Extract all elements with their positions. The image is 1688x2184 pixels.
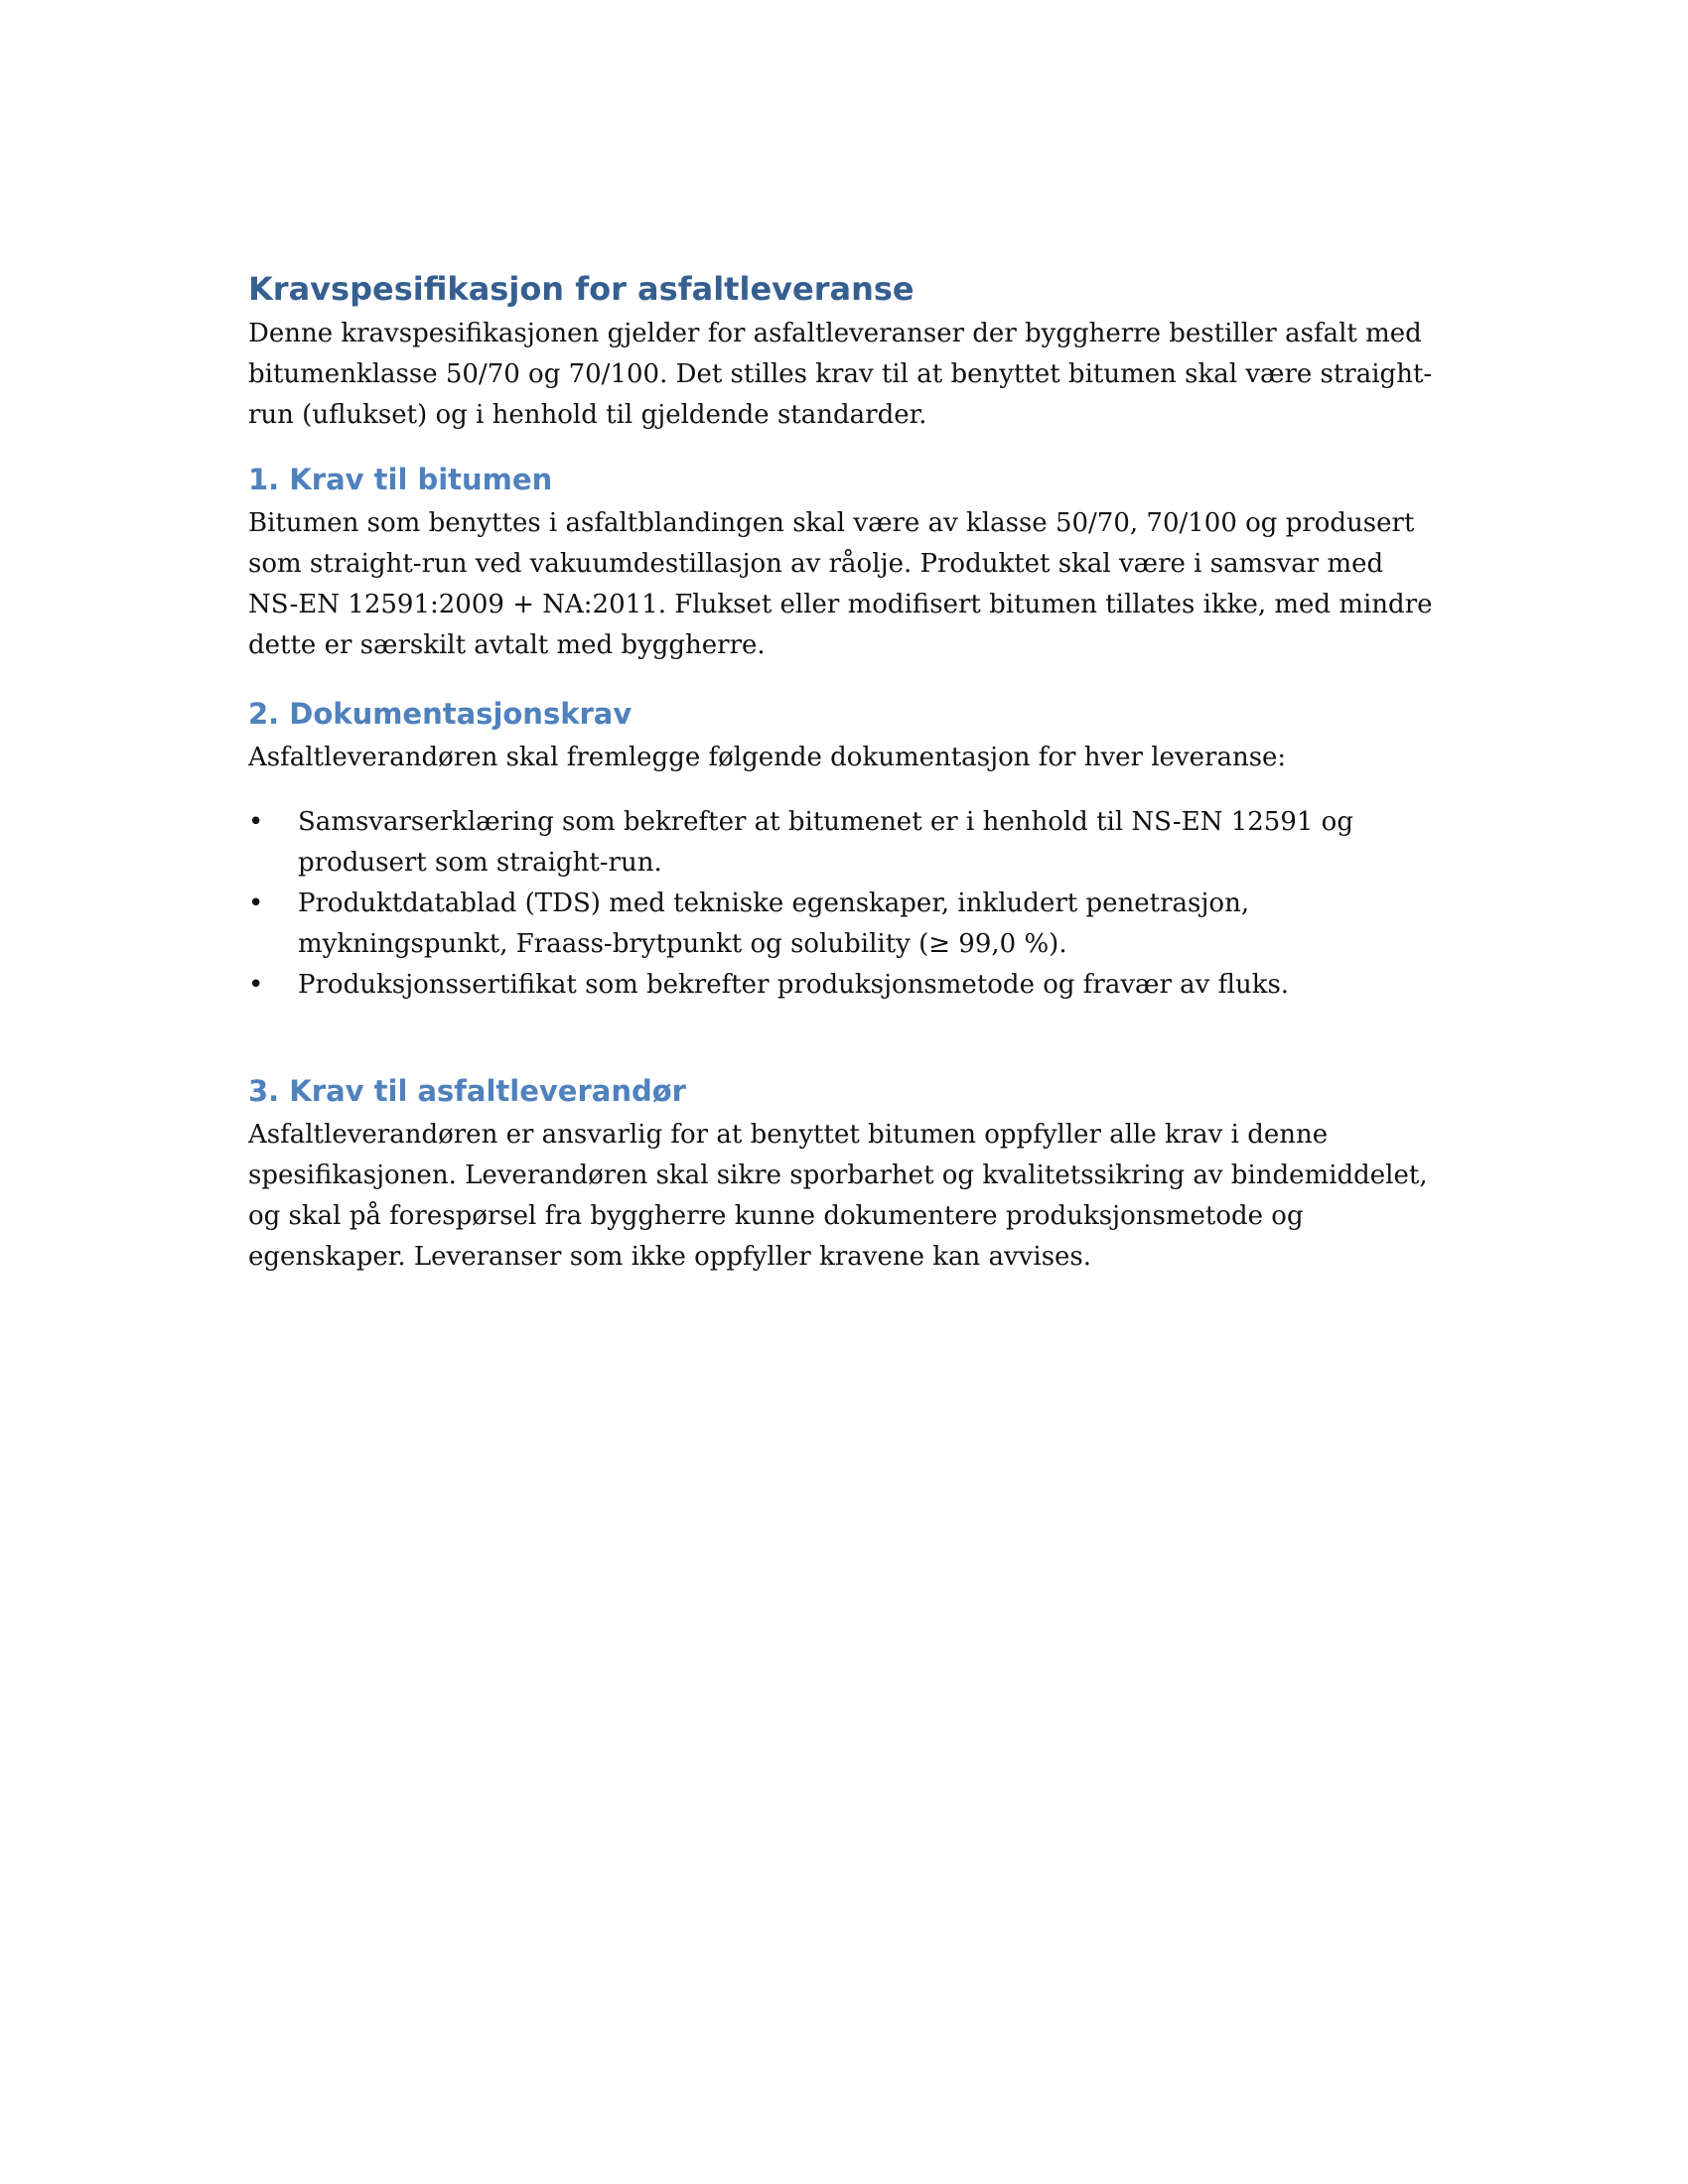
- intro-paragraph: Denne kravspesifikasjonen gjelder for asfaltleveranser der byggherre bestiller asfalt med bitumenklasse 50/70 og 70/100. Det stilles krav til at benyttet bitumen skal være straight-run (uflukset) og i henhold til gjeldende standarder.: [248, 319, 1433, 430]
- list-item: [248, 884, 1440, 965]
- section-heading: 3. Krav til asfaltleverandør: [248, 1074, 686, 1108]
- section-paragraph: Bitumen som benyttes i asfaltblandingen skal være av klasse 50/70, 70/100 og produsert som straight-run ved vakuumdestillasjon av råolje. Produktet skal være i samsvar med NS-EN 12591:2009 + NA:2011. Flukset eller modifisert bitumen tillates ikke, med mindre dette er særskilt avtalt med byggherre.: [248, 508, 1433, 660]
- list-item-text: Produktdatablad (TDS) med tekniske egenskaper, inkludert penetrasjon, mykningspunkt, Fraass-brytpunkt og solubility (≥ 99,0 %).: [298, 888, 1250, 959]
- list-item: [248, 802, 1440, 884]
- section-heading: 2. Dokumentasjonskrav: [248, 697, 633, 731]
- list-item-text: Produksjonssertifikat som bekrefter produksjonsmetode og fravær av fluks.: [298, 970, 1290, 1000]
- section-paragraph: Asfaltleverandøren er ansvarlig for at benyttet bitumen oppfyller alle krav i denne spesifikasjonen. Leverandøren skal sikre sporbarhet og kvalitetssikring av bindemiddelet, og skal på forespørsel fra byggherre kunne dokumentere produksjonsmetode og egenskaper. Leveranser som ikke oppfyller kravene kan avvises.: [248, 1120, 1428, 1272]
- list-item-text: Samsvarserklæring som bekrefter at bitumenet er i henhold til NS-EN 12591 og produsert som straight-run.: [298, 807, 1353, 878]
- document-body: [248, 264, 1440, 1278]
- bullet-icon: •: [248, 807, 264, 837]
- section-dokumentasjonskrav: [248, 690, 1440, 1006]
- bullet-icon: •: [248, 970, 264, 1000]
- section-heading: 1. Krav til bitumen: [248, 463, 553, 496]
- bullet-icon: •: [248, 888, 264, 918]
- section-krav-til-asfaltleverandor: [248, 1067, 1440, 1278]
- section-krav-til-bitumen: [248, 456, 1440, 666]
- list-item: [248, 965, 1440, 1006]
- section-paragraph: Asfaltleverandøren skal fremlegge følgende dokumentasjon for hver leveranse:: [248, 743, 1287, 772]
- document-title: Kravspesifikasjon for asfaltleveranse: [248, 270, 914, 308]
- documentation-list: [248, 802, 1440, 1006]
